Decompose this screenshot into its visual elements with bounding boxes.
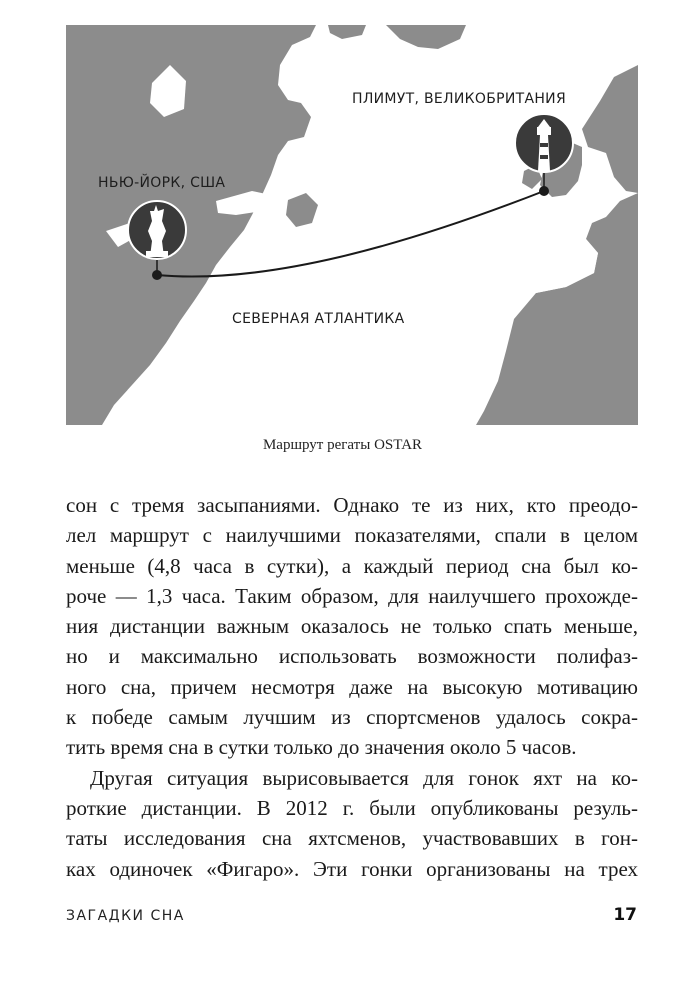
text-line: ного сна, причем несмотря даже на высокую мотивацию [66,674,638,699]
body-text [66,490,638,884]
text-line: но и максимально использовать возможности полифаз- [66,644,638,669]
text-line: меньше (4,8 часа в сутки), а каждый период сна был ко- [66,553,638,578]
plymouth-label: ПЛИМУТ, ВЕЛИКОБРИТАНИЯ [352,91,566,107]
text-line: Другая ситуация вырисовывается для гонок яхт на ко- [90,765,638,790]
text-line: роткие дистанции. В 2012 г. были опубликованы резуль- [66,795,638,820]
paragraph-1 [66,490,638,763]
running-footer-title: ЗАГАДКИ СНА [66,908,185,924]
text-line: ния дистанции важным оказалось не только спать меньше, [66,614,638,639]
map-graphic [66,25,638,425]
text-line: тить время сна в сутки только до значения около 5 часов. [66,735,577,760]
route-map [66,25,638,425]
text-line: таты исследования сна яхтсменов, участвовавших в гон- [66,826,638,851]
newyork-label: НЬЮ-ЙОРК, США [98,175,226,191]
text-line: роче — 1,3 часа. Таким образом, для наилучшего прохожде- [66,583,638,608]
text-line: лел маршрут с наилучшими показателями, спали в целом [66,523,638,548]
paragraph-2 [66,763,638,884]
ocean-label: СЕВЕРНАЯ АТЛАНТИКА [232,311,405,327]
page-number: 17 [613,905,637,925]
figure-caption: Маршрут регаты OSTAR [262,437,423,453]
text-line: ках одиночек «Фигаро». Эти гонки организованы на трех [66,856,638,881]
text-line: к победе самым лучшим из спортсменов удалось сокра- [66,705,638,730]
text-line: сон с тремя засыпаниями. Однако те из них, кто преодо- [66,493,638,517]
